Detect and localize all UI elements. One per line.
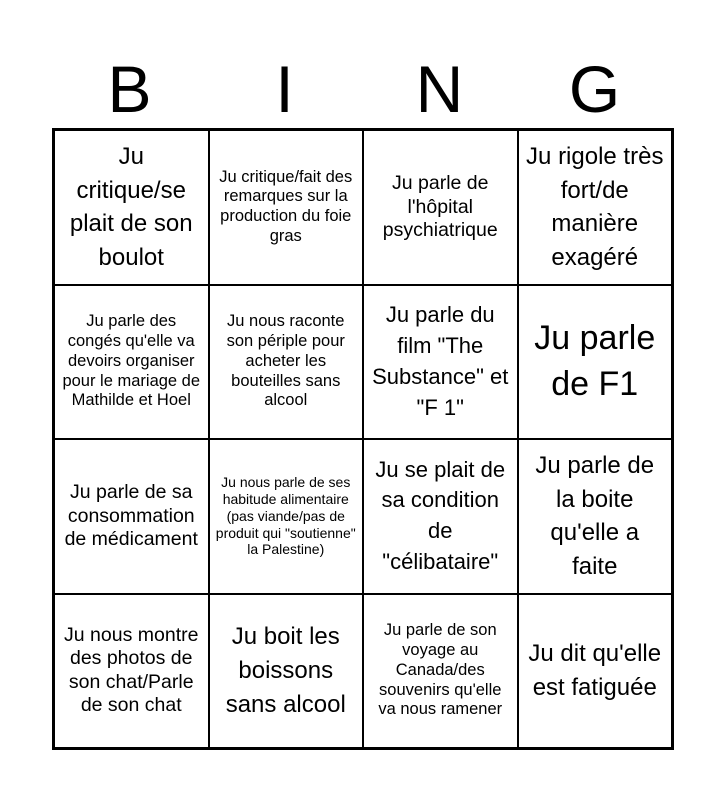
bingo-cell: Ju parle de son voyage au Canada/des souvenirs qu'elle va nous ramener <box>363 594 518 749</box>
bingo-cell: Ju nous parle de ses habitude alimentaire (pas viande/pas de produit qui "soutienne" la Palestine) <box>209 439 364 594</box>
bingo-cell: Ju parle des congés qu'elle va devoirs organiser pour le mariage de Mathilde et Hoel <box>54 285 209 440</box>
bingo-cell: Ju parle de sa consommation de médicament <box>54 439 209 594</box>
header-letter-g: G <box>568 52 621 126</box>
bingo-cell: Ju rigole très fort/de manière exagéré <box>518 130 673 285</box>
header-letter-i: I <box>275 52 294 126</box>
header-letter-b: B <box>107 52 152 126</box>
bingo-cell: Ju boit les boissons sans alcool <box>209 594 364 749</box>
bingo-cell: Ju critique/se plait de son boulot <box>54 130 209 285</box>
bingo-cell: Ju nous montre des photos de son chat/Parle de son chat <box>54 594 209 749</box>
bingo-cell: Ju parle de l'hôpital psychiatrique <box>363 130 518 285</box>
header-letter-n: N <box>415 52 464 126</box>
bingo-cell: Ju parle de F1 <box>518 285 673 440</box>
bingo-cell: Ju parle du film "The Substance" et "F 1" <box>363 285 518 440</box>
bingo-cell: Ju parle de la boite qu'elle a faite <box>518 439 673 594</box>
bingo-cell: Ju se plait de sa condition de "célibataire" <box>363 439 518 594</box>
bingo-cell: Ju critique/fait des remarques sur la production du foie gras <box>209 130 364 285</box>
bingo-grid <box>52 128 674 750</box>
bingo-header <box>52 50 672 128</box>
bingo-cell: Ju nous raconte son périple pour acheter les bouteilles sans alcool <box>209 285 364 440</box>
bingo-cell: Ju dit qu'elle est fatiguée <box>518 594 673 749</box>
